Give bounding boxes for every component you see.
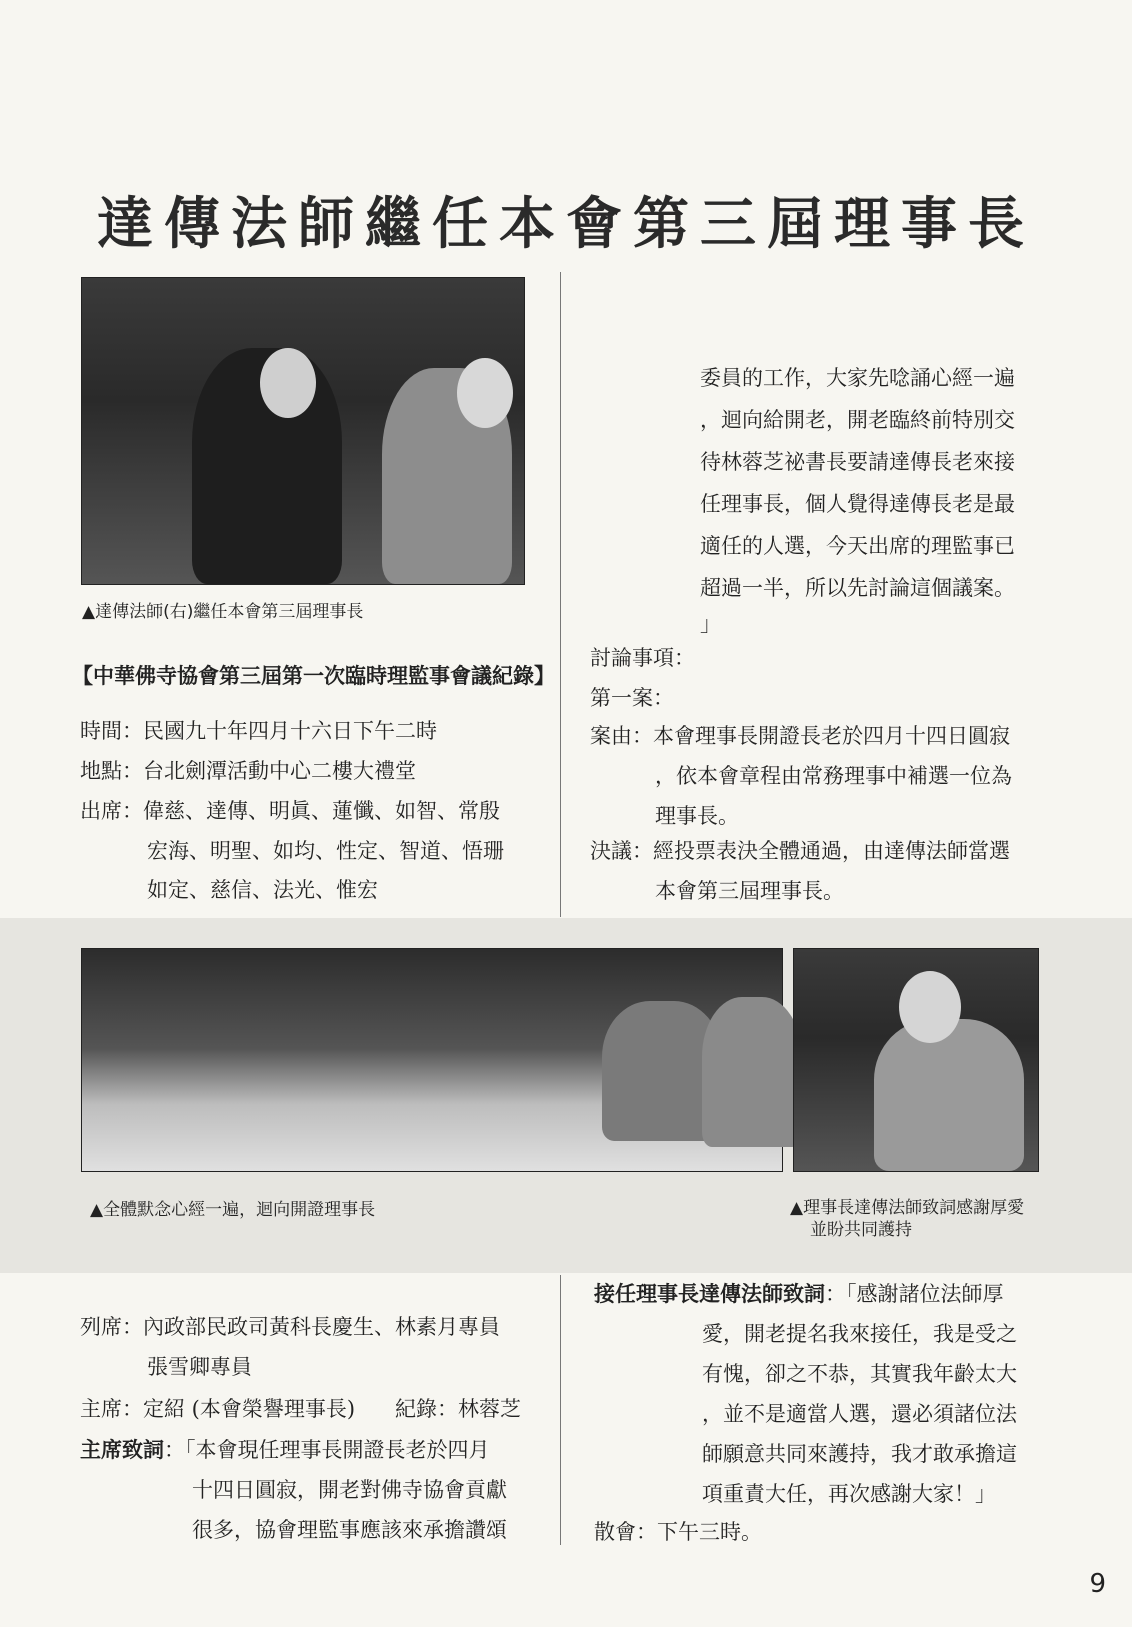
place-row xyxy=(80,751,416,791)
chair-speech-line-3: 很多，協會理監事應該來承擔讚頌 xyxy=(192,1518,507,1542)
attend-line-2: 宏海、明聖、如均、性定、智道、悟珊 xyxy=(147,839,504,863)
photo-assembly xyxy=(81,948,783,1172)
record-value: 林蓉芝 xyxy=(458,1397,521,1421)
case-label: 第一案： xyxy=(590,686,674,710)
guest-line-2: 張雪卿專員 xyxy=(147,1355,252,1379)
photo-caption-assembly: ▲全體默念心經一遍，迴向開證理事長 xyxy=(90,1200,376,1220)
adjourn-value: 下午三時。 xyxy=(657,1520,762,1544)
chair-speech-colon: ： xyxy=(164,1438,185,1462)
reason-label: 案由： xyxy=(590,724,653,748)
successor-speech-line-6: 項重責大任，再次感謝大家！」 xyxy=(702,1482,996,1506)
reason-line-3: 理事長。 xyxy=(655,804,739,828)
photo-caption-speaker-2: 並盼共同護持 xyxy=(810,1220,912,1240)
right-text-line-1: 委員的工作，大家先唸誦心經一遍 xyxy=(700,366,1015,390)
minutes-heading: 【中華佛寺協會第三屆第一次臨時理監事會議紀錄】 xyxy=(72,664,555,688)
photo-speaker xyxy=(793,948,1039,1172)
column-divider-bottom xyxy=(560,1275,561,1545)
right-text-line-7: 」 xyxy=(700,612,721,636)
resolution-line-2: 本會第三屆理事長。 xyxy=(655,879,844,903)
attend-line-3: 如定、慈信、法光、惟宏 xyxy=(147,878,378,902)
attend-label: 出席： xyxy=(80,799,143,823)
photo-caption-speaker-1: ▲理事長達傳法師致詞感謝厚愛 xyxy=(790,1198,1025,1218)
attend-line-1: 偉慈、達傳、明眞、蓮懺、如智、常殷 xyxy=(143,799,500,823)
guest-row xyxy=(80,1307,500,1347)
guest-label: 列席： xyxy=(80,1315,143,1339)
resolution-line-1: 經投票表決全體通過，由達傳法師當選 xyxy=(653,839,1010,863)
resolution-row xyxy=(590,831,1010,871)
reason-row xyxy=(590,716,1010,756)
reason-line-2: ，依本會章程由常務理事中補選一位為 xyxy=(655,764,1012,788)
photo-two-monks xyxy=(81,277,525,585)
successor-speech-line-3: 有愧，卻之不恭，其實我年齡太大 xyxy=(702,1362,1017,1386)
right-text-line-3: 待林蓉芝祕書長要請達傳長老來接 xyxy=(700,450,1015,474)
reason-line-1: 本會理事長開證長老於四月十四日圓寂 xyxy=(653,724,1010,748)
place-label: 地點： xyxy=(80,759,143,783)
discuss-label: 討論事項： xyxy=(590,646,695,670)
chair-row xyxy=(80,1389,355,1429)
successor-speech-row xyxy=(594,1274,1004,1314)
chair-speech-line-2: 十四日圓寂，開老對佛寺協會貢獻 xyxy=(192,1478,507,1502)
chair-speech-line-1: 「本會現任理事長開證長老於四月 xyxy=(185,1438,490,1462)
chair-label: 主席： xyxy=(80,1397,143,1421)
successor-speech-line-1: ：「感謝諸位法師厚 xyxy=(825,1282,1004,1306)
record-row xyxy=(395,1389,521,1429)
place-value: 台北劍潭活動中心二樓大禮堂 xyxy=(143,759,416,783)
right-text-line-6: 超過一半，所以先討論這個議案。 xyxy=(700,576,1015,600)
time-row xyxy=(80,711,437,751)
right-text-line-2: ，迴向給開老，開老臨終前特別交 xyxy=(700,408,1015,432)
attend-row xyxy=(80,791,500,831)
successor-speech-label: 接任理事長達傳法師致詞 xyxy=(594,1282,825,1306)
chair-speech-row xyxy=(80,1430,490,1470)
time-value: 民國九十年四月十六日下午二時 xyxy=(143,719,437,743)
adjourn-row xyxy=(594,1512,762,1552)
chair-value: 定紹 (本會榮譽理事長) xyxy=(143,1397,356,1421)
chair-speech-label: 主席致詞 xyxy=(80,1438,164,1462)
record-label: 紀錄： xyxy=(395,1397,458,1421)
successor-speech-line-4: ，並不是適當人選，還必須諸位法 xyxy=(702,1402,1017,1426)
column-divider xyxy=(560,272,561,917)
resolution-label: 決議： xyxy=(590,839,653,863)
time-label: 時間： xyxy=(80,719,143,743)
adjourn-label: 散會： xyxy=(594,1520,657,1544)
photo-caption-top: ▲達傳法師(右)繼任本會第三屆理事長 xyxy=(82,602,364,622)
successor-speech-line-5: 師願意共同來護持，我才敢承擔這 xyxy=(702,1442,1017,1466)
right-text-line-5: 適任的人選，今天出席的理監事已 xyxy=(700,534,1015,558)
page-title: 達傳法師繼任本會第三屆理事長 xyxy=(97,192,1035,257)
guest-line-1: 內政部民政司黃科長慶生、林素月專員 xyxy=(143,1315,500,1339)
right-text-line-4: 任理事長，個人覺得達傳長老是最 xyxy=(700,492,1015,516)
page-number: 9 xyxy=(1089,1569,1106,1599)
successor-speech-line-2: 愛，開老提名我來接任，我是受之 xyxy=(702,1322,1017,1346)
